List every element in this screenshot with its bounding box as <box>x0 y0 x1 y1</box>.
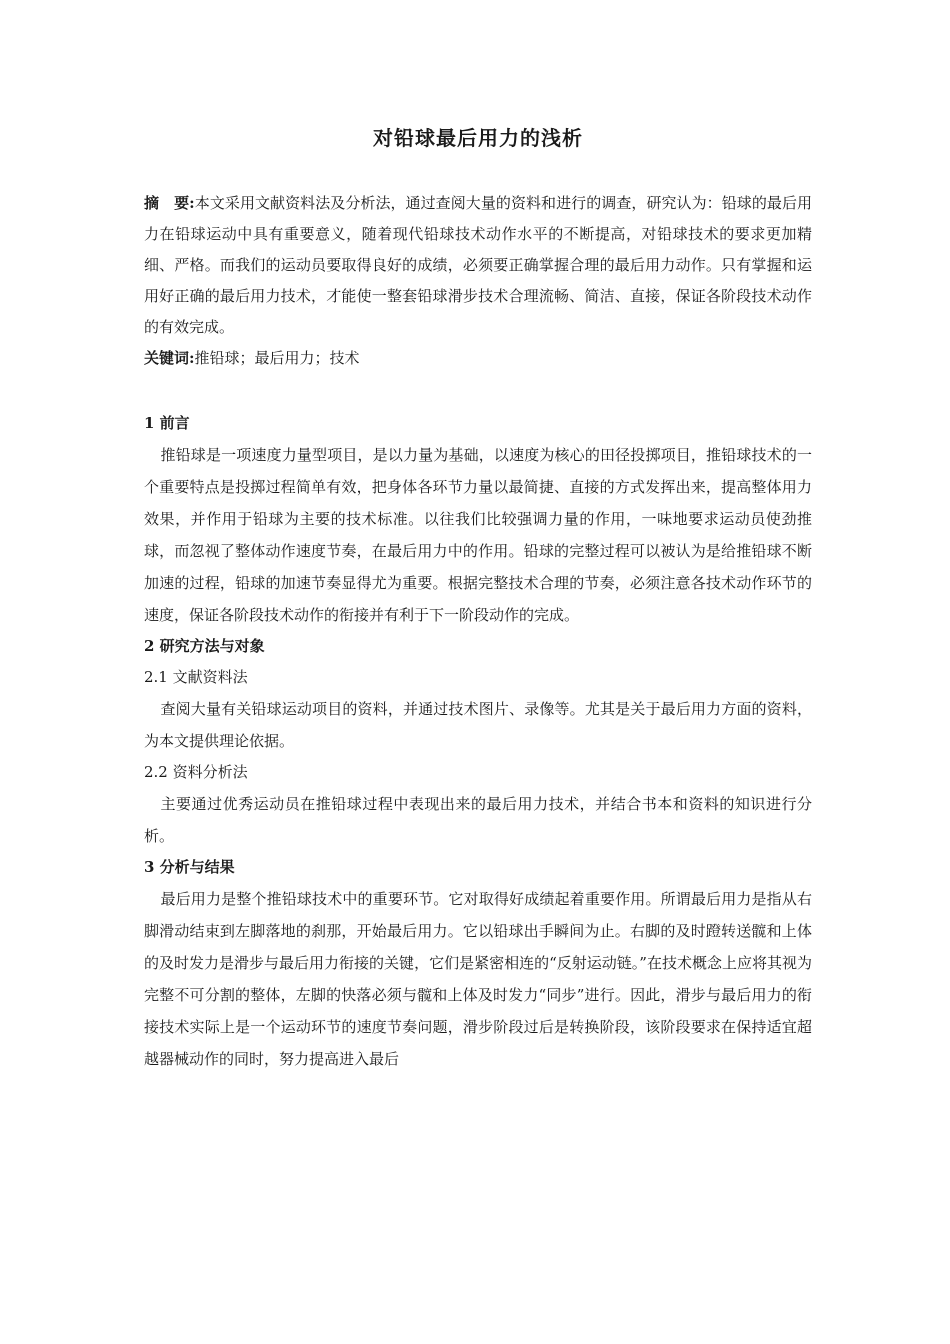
paragraph: 推铅球是一项速度力量型项目，是以力量为基础，以速度为核心的田径投掷项目，推铅球技术的一个重要特点是投掷过程简单有效，把身体各环节力量以最简捷、直接的方式发挥出来，提高整体用力效果，并作用于铅球为主要的技术标准。以往我们比较强调力量的作用，一味地要求运动员使劲推球，而忽视了整体动作速度节奏，在最后用力中的作用。铅球的完整过程可以被认为是给推铅球不断加速的过程，铅球的加速节奏显得尤为重要。根据完整技术合理的节奏，必须注意各技术动作环节的速度，保证各阶段技术动作的衔接并有利于下一阶段动作的完成。 <box>144 446 812 624</box>
paragraph: 主要通过优秀运动员在推铅球过程中表现出来的最后用力技术，并结合书本和资料的知识进行分析。 <box>144 795 812 845</box>
section-heading: 3 分析与结果 <box>144 858 235 876</box>
section-heading: 1 前言 <box>144 414 190 432</box>
abstract-label: 摘 要: <box>144 194 195 212</box>
section-analysis <box>144 852 812 1075</box>
page-title: 对铅球最后用力的浅析 <box>373 126 583 150</box>
subsection-heading: 2.2 资料分析法 <box>144 763 248 781</box>
section-heading: 2 研究方法与对象 <box>144 637 265 655</box>
keywords-text: 推铅球；最后用力；技术 <box>194 349 360 367</box>
paragraph: 最后用力是整个推铅球技术中的重要环节。它对取得好成绩起着重要作用。所谓最后用力是指从右脚滑动结束到左脚落地的刹那，开始最后用力。它以铅球出手瞬间为止。右脚的及时蹬转送髋和上体的及时发力是滑步与最后用力衔接的关键，它们是紧密相连的“反射运动链。”在技术概念上应将其视为完整不可分割的整体，左脚的快落必须与髋和上体及时发力“同步”进行。因此，滑步与最后用力的衔接技术实际上是一个运动环节的速度节奏问题，滑步阶段过后是转换阶段，该阶段要求在保持适宜超越器械动作的同时，努力提高进入最后 <box>144 890 812 1068</box>
abstract-text: 本文采用文献资料法及分析法，通过查阅大量的资料和进行的调查，研究认为：铅球的最后用力在铅球运动中具有重要意义，随着现代铅球技术动作水平的不断提高，对铅球技术的要求更加精细、严格。而我们的运动员要取得良好的成绩，必须要正确掌握合理的最后用力动作。只有掌握和运用好正确的最后用力技术，才能使一整套铅球滑步技术合理流畅、简洁、直接，保证各阶段技术动作的有效完成。 <box>144 194 812 336</box>
section-methods <box>144 631 812 852</box>
abstract <box>144 188 812 343</box>
keywords <box>144 343 812 374</box>
section-introduction <box>144 408 812 631</box>
document-body <box>144 118 812 1075</box>
subsection-heading: 2.1 文献资料法 <box>144 668 248 686</box>
paragraph: 查阅大量有关铅球运动项目的资料，并通过技术图片、录像等。尤其是关于最后用力方面的资料，为本文提供理论依据。 <box>144 700 812 750</box>
keywords-label: 关键词: <box>144 349 195 367</box>
